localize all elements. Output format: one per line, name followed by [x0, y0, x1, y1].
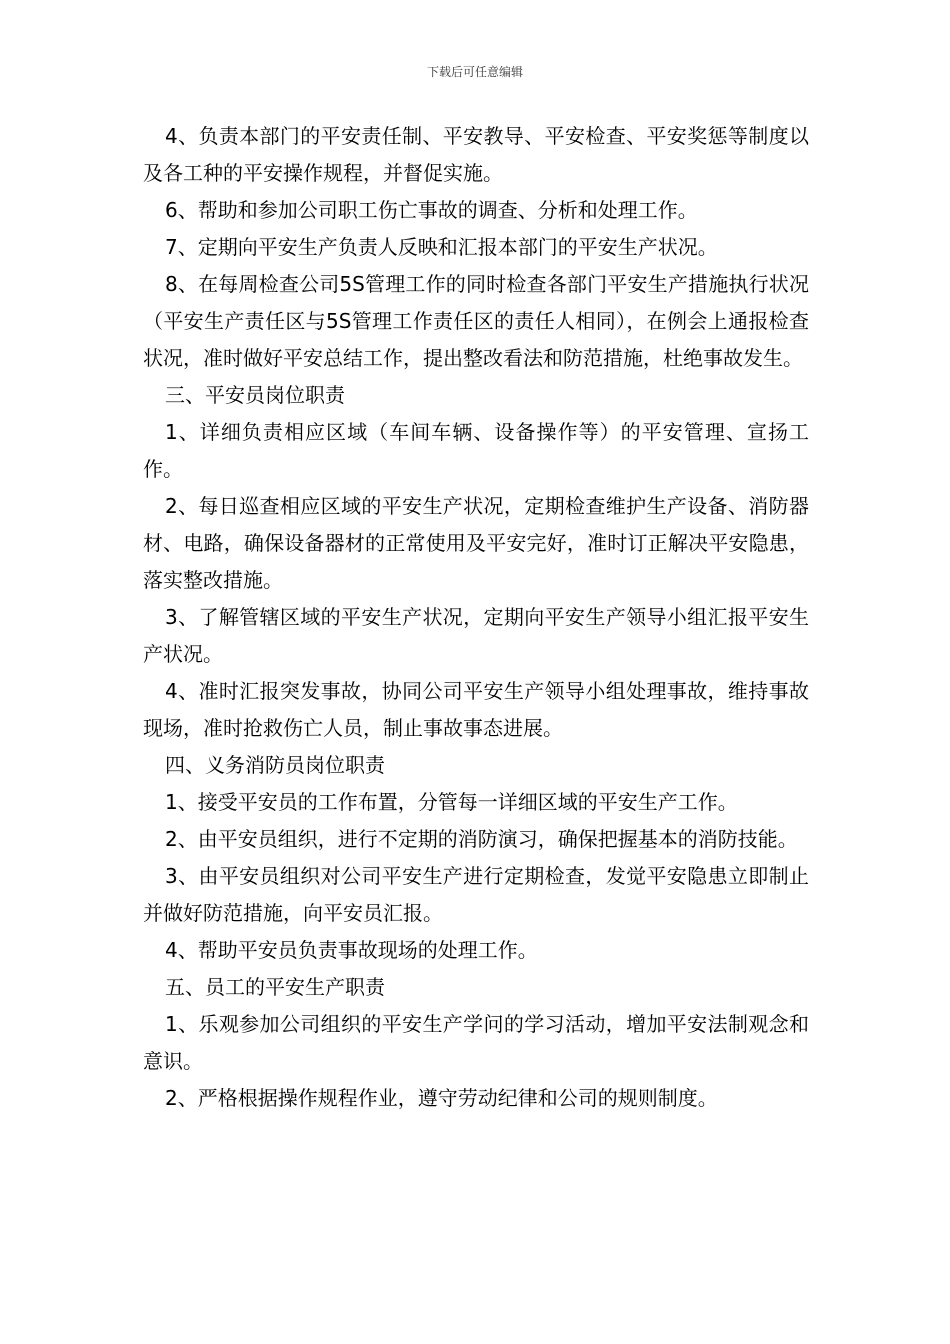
- paragraph-duty-8: 8、在每周检查公司5S管理工作的同时检查各部门平安生产措施执行状况（平安生产责任区与5S管理工作责任区的责任人相同），在例会上通报检查状况，准时做好平安总结工作，提出整改看法和防范措施，杜绝事故发生。: [143, 272, 809, 370]
- paragraph-employee-1: 1、乐观参加公司组织的平安生产学问的学习活动，增加平安法制观念和意识。: [143, 1012, 809, 1073]
- section-heading-safety-officer: 三、平安员岗位职责: [165, 383, 345, 407]
- paragraph-firefighter-3: 3、由平安员组织对公司平安生产进行定期检查，发觉平安隐患立即制止并做好防范措施，向平安员汇报。: [143, 864, 809, 925]
- paragraph-officer-1: 1、详细负责相应区域（车间车辆、设备操作等）的平安管理、宣扬工作。: [143, 420, 809, 481]
- paragraph-duty-4: 4、负责本部门的平安责任制、平安教导、平安检查、平安奖惩等制度以及各工种的平安操作规程，并督促实施。: [143, 124, 809, 185]
- paragraph-firefighter-2: 2、由平安员组织，进行不定期的消防演习，确保把握基本的消防技能。: [165, 827, 798, 851]
- section-heading-employee: 五、员工的平安生产职责: [165, 975, 385, 999]
- paragraph-duty-7: 7、定期向平安生产负责人反映和汇报本部门的平安生产状况。: [165, 235, 718, 259]
- page-header: 下载后可任意编辑: [426, 65, 523, 79]
- paragraph-firefighter-4: 4、帮助平安员负责事故现场的处理工作。: [165, 938, 538, 962]
- paragraph-officer-3: 3、了解管辖区域的平安生产状况，定期向平安生产领导小组汇报平安生产状况。: [143, 605, 809, 666]
- section-heading-firefighter: 四、义务消防员岗位职责: [165, 753, 385, 777]
- paragraph-firefighter-1: 1、接受平安员的工作布置，分管每一详细区域的平安生产工作。: [165, 790, 738, 814]
- document-body: [143, 118, 809, 1117]
- paragraph-employee-2: 2、严格根据操作规程作业，遵守劳动纪律和公司的规则制度。: [165, 1086, 718, 1110]
- paragraph-officer-4: 4、准时汇报突发事故，协同公司平安生产领导小组处理事故，维持事故现场，准时抢救伤亡人员，制止事故事态进展。: [143, 679, 809, 740]
- paragraph-duty-6: 6、帮助和参加公司职工伤亡事故的调查、分析和处理工作。: [165, 198, 698, 222]
- paragraph-officer-2: 2、每日巡查相应区域的平安生产状况，定期检查维护生产设备、消防器材、电路，确保设备器材的正常使用及平安完好，准时订正解决平安隐患，落实整改措施。: [143, 494, 809, 592]
